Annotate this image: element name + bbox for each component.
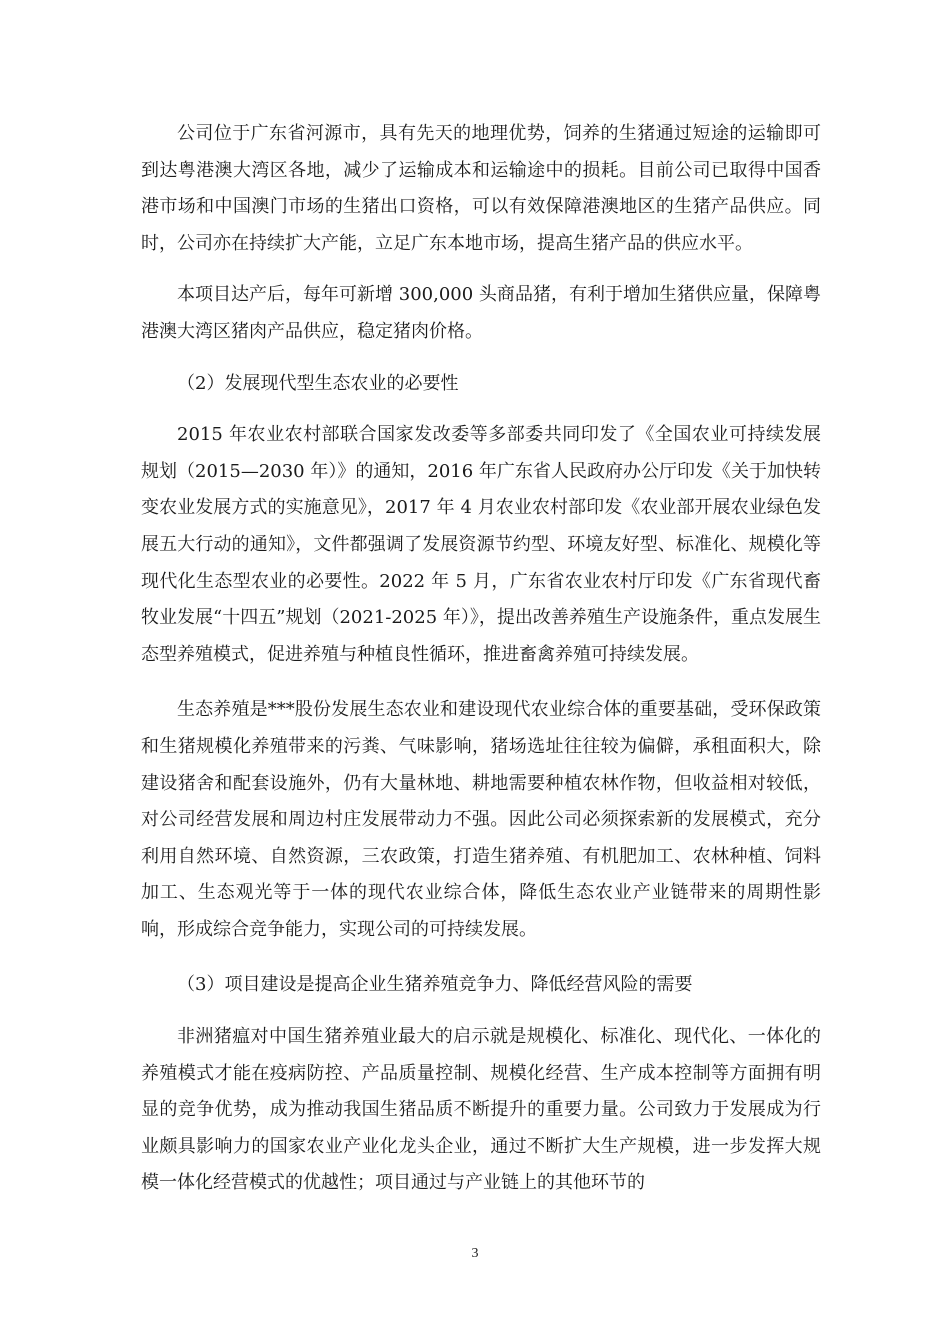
paragraph-african-swine-fever: 非洲猪瘟对中国生猪养殖业最大的启示就是规模化、标准化、现代化、一体化的养殖模式才能在疫病防控、产品质量控制、规模化经营、生产成本控制等方面拥有明显的竞争优势，成为推动我国生猪品质不断提升的重要力量。公司致力于发展成为行业颇具影响力的国家农业产业化龙头企业，通过不断扩大生产规模，进一步发挥大规模一体化经营模式的优越性；项目通过与产业链上的其他环节的 <box>141 1026 821 1194</box>
document-body <box>141 116 821 1202</box>
paragraph-output-capacity: 本项目达产后，每年可新增 300,000 头商品猪，有利于增加生猪供应量，保障粤港澳大湾区猪肉产品供应，稳定猪肉价格。 <box>141 284 821 342</box>
paragraph-ecological-breeding: 生态养殖是***股份发展生态农业和建设现代农业综合体的重要基础，受环保政策和生猪规模化养殖带来的污粪、气味影响，猪场选址往往较为偏僻，承租面积大，除建设猪舍和配套设施外，仍有大量林地、耕地需要种植农林作物，但收益相对较低，对公司经营发展和周边村庄发展带动力不强。因此公司必须探索新的发展模式，充分利用自然环境、自然资源，三农政策，打造生猪养殖、有机肥加工、农林种植、饲料加工、生态观光等于一体的现代农业综合体，降低生态农业产业链带来的周期性影响，形成综合竞争能力，实现公司的可持续发展。 <box>141 699 821 940</box>
paragraph-policy-background: 2015 年农业农村部联合国家发改委等多部委共同印发了《全国农业可持续发展规划（2015—2030 年）》的通知，2016 年广东省人民政府办公厅印发《关于加快转变农业发展方式的实施意见》，2017 年 4 月农业农村部印发《农业部开展农业绿色发展五大行动的通知》，文件都强调了发展资源节约型、环境友好型、标准化、规模化等现代化生态型农业的必要性。2022 年 5 月，广东省农业农村厅印发《广东省现代畜牧业发展“十四五”规划（2021-2025 年）》，提出改善养殖生产设施条件，重点发展生态型养殖模式，促进养殖与种植良性循环，推进畜禽养殖可持续发展。 <box>141 424 821 665</box>
section-heading-ecological-agriculture: （2）发展现代型生态农业的必要性 <box>177 372 459 394</box>
section-heading-competitiveness: （3）项目建设是提高企业生猪养殖竞争力、降低经营风险的需要 <box>177 974 693 996</box>
paragraph-geographic-advantage: 公司位于广东省河源市，具有先天的地理优势，饲养的生猪通过短途的运输即可到达粤港澳大湾区各地，减少了运输成本和运输途中的损耗。目前公司已取得中国香港市场和中国澳门市场的生猪出口资格，可以有效保障港澳地区的生猪产品供应。同时，公司亦在持续扩大产能，立足广东本地市场，提高生猪产品的供应水平。 <box>141 123 821 254</box>
page-number: 3 <box>471 1246 479 1261</box>
